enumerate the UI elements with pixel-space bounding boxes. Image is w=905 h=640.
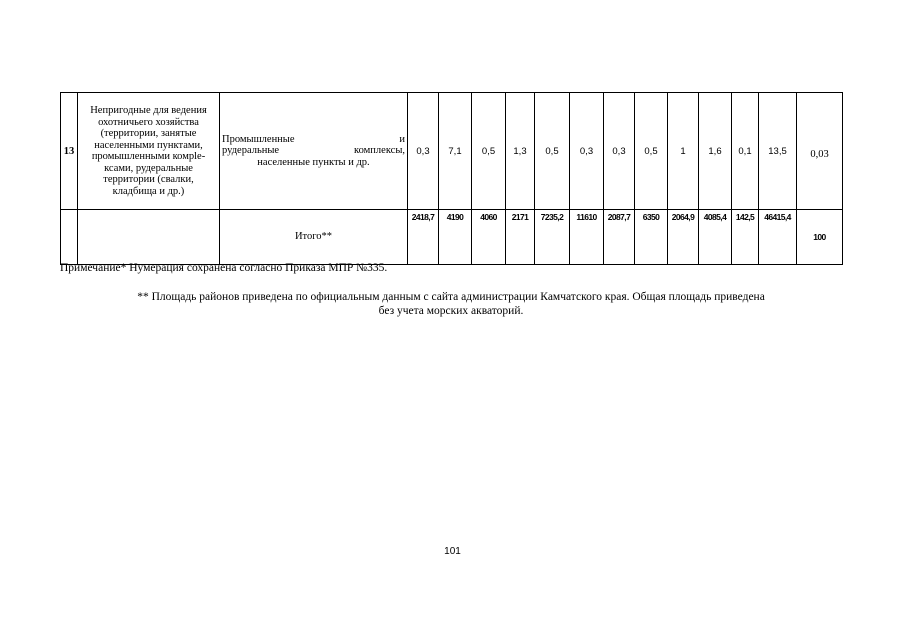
total-value: 142,5 <box>732 210 759 265</box>
total-value: 2087,7 <box>604 210 635 265</box>
page-number: 101 <box>444 546 461 557</box>
total-label: Итого** <box>220 210 408 265</box>
total-value: 2064,9 <box>668 210 699 265</box>
total-value: 4060 <box>472 210 506 265</box>
total-value: 2418,7 <box>408 210 439 265</box>
row-number: 13 <box>61 93 78 210</box>
value-cell: 7,1 <box>439 93 472 210</box>
land-category-name: Непригодные для ведения охотничьего хозяйства (территории, занятые населенными пунктами, промышленными комple- ксами, рудеральные территории (свалки, кладбища и др.) <box>78 93 220 210</box>
value-cell: 0,3 <box>604 93 635 210</box>
value-cell: 0,5 <box>635 93 668 210</box>
value-cell: 13,5 <box>759 93 797 210</box>
table-row <box>61 93 843 210</box>
table-row-total <box>61 210 843 265</box>
total-value: 6350 <box>635 210 668 265</box>
total-value: 4085,4 <box>699 210 732 265</box>
value-cell: 1 <box>668 93 699 210</box>
total-value: 4190 <box>439 210 472 265</box>
value-cell: 0,5 <box>472 93 506 210</box>
empty-cell <box>78 210 220 265</box>
land-type-description: Промышленные и рудеральные комплексы, населенные пункты и др. <box>220 93 408 210</box>
footnote-numbering: Примечание* Нумерация сохранена согласно Приказа МПР №335. <box>60 262 388 274</box>
total-value: 46415,4 <box>759 210 797 265</box>
total-value: 7235,2 <box>535 210 570 265</box>
value-cell: 0,3 <box>570 93 604 210</box>
value-cell-percent: 0,03 <box>797 93 843 210</box>
value-cell: 0,5 <box>535 93 570 210</box>
value-cell: 1,3 <box>506 93 535 210</box>
total-value: 11610 <box>570 210 604 265</box>
footnote-area-source: ** Площадь районов приведена по официальным данным с сайта администрации Камчатского края. Общая площадь приведена без учета морских акваторий. <box>137 291 765 317</box>
data-table <box>60 92 843 265</box>
total-value: 2171 <box>506 210 535 265</box>
value-cell: 0,3 <box>408 93 439 210</box>
value-cell: 0,1 <box>732 93 759 210</box>
total-value-percent: 100 <box>797 210 843 265</box>
empty-cell <box>61 210 78 265</box>
value-cell: 1,6 <box>699 93 732 210</box>
